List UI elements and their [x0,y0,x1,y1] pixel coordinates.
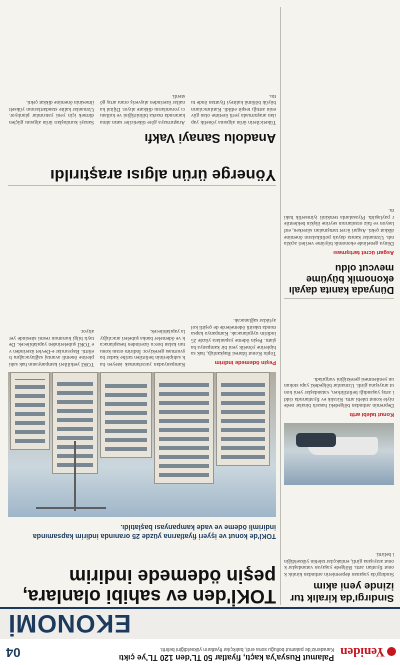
third-headline: Anadolu Sanayi Vakfı [144,131,276,146]
sidebar2-headline: Dünyada kanıta dayalı ekonomik büyüme mevcut oldu [288,262,394,295]
sidebar2-subhead: Asgari ücret tartışması [333,249,394,255]
sidebar-body [284,301,394,419]
page-header [0,638,400,665]
sidebar2-body [284,9,394,257]
lead-column-1 [191,187,276,367]
column-divider [280,7,281,605]
car-shape [296,433,336,447]
lead-body [8,187,276,367]
building-shape [10,372,50,450]
building-shape [216,372,270,466]
page-number: 04 [6,645,21,660]
top-subline: Karadeniz'de palamut bolluğu sona erdi, balıkçılar fiyatların yükseldiğini belirtti. [159,646,334,652]
crane-arm-shape [36,507,106,509]
lead-column-3: TOKİ yetkilileri kampanyanın hak sahiplerine önemli avantaj sağlayacağını belirtti. Başvurular e-Devlet üzerinden ve TOKİ şubelerinden yapılabilecek. Detaylı bilgi kurumun resmi sitesinde yer alıyor. [9,328,94,367]
second-column-3: Sanayi kuruluşları ürün algısını güçlendirmek için yeni yatırımlar planlıyor. Uzmanlar kalite standartlarının yükseltilmesinin önemine dikkat çekti. [9,99,94,125]
lead-subhead: Peşin ödemede indirim [214,359,276,365]
sidebar-text: Sındırgı'da yaşanan depremlerin ardından kiralık konut fiyatları arttı. Bölgede yaşayan vatandaşlar konut arayışına girdi, emlakçılar talebin yükseldiğini belirtti. [284,551,394,577]
section-band [0,607,400,639]
second-story-body [8,7,276,125]
second-column-2: Araştırmaya göre tüketiciler satın alma kararında marka bilinirliğini ve kullanıcı yorumlarını dikkate alıyor. Dijital kanallar üzerinden alışveriş oranı artış gösterdi. [100,92,185,125]
building-shape [100,372,152,458]
section-title: EKONOMİ [8,609,131,637]
sidebar-headline: Sındırgı'da kiralık tur izinde yeni akım [289,580,394,604]
lead-column-1-text: Toplu Konut İdaresi Başkanlığı, hak sahiplerine yönelik yeni bir kampanya başlattı. Peşin ödeme yapanlara yüzde 25 indirim uygulanacak. Kampanya kapsamında taksitli ödemelerde de çeşitli kolaylıklar sağlanacak. [191,317,276,357]
second-headline: Yönerge ürün algısı araştırıldı [50,166,276,183]
sidebar-photo [284,423,394,485]
building-shape [154,372,214,484]
sidebar-subhead: Konut talebi arttı [349,411,394,417]
divider [284,298,394,299]
lead-column-2: Kampanyadan yararlanmak isteyen hak sahiplerinin belirtilen tarihe kadar başvurması gerekiyor. İndirim oranı konutun kalan borcu üzerinden hesaplanacak ve ödemeler banka şubeleri aracılığıyla yapılabilecek. [100,328,185,367]
newspaper-logo [340,644,396,660]
logo-text: Yeniden [340,645,385,660]
lead-photo [8,372,276,517]
lead-deck: TOKİ'de konut ve işyeri fiyatlarına yüzde 25 oranında indirim kapsamında indirimli ödeme ve vade kampanyası başlatıldı. [32,523,276,539]
logo-mark-icon [387,647,396,656]
sidebar-body-text: Depremin ardından bölgedeki hasarlı binalar nedeniyle konut talebi arttı. Kiralık ev fiyatlarında ciddi artış yaşandığı belirtilirken, vatandaşlar yeni konut arayışına girdi. Uzmanlar bölgedeki yapı stokunun yenilenmesi gerektiğini vurguladı. [284,375,394,409]
lead-headline: TOKİ'den ev sahibi olanlara, peşin ödemede indirim [22,565,276,606]
crane-shape [74,441,76,511]
sidebar-story [284,477,394,603]
second-column-1: Tüketicilerin ürün algısına yönelik yapılan araştırmada yerli üretime olan güvenin arttığı tespit edildi. Katılımcıların büyük bölümü kaliteyi fiyattan önde tuttu. [191,92,276,125]
sidebar2-body-text: Dünya genelinde ekonomik büyüme verileri açıklandı. Uzmanlar kanıta dayalı politikaların önemine dikkat çekti. Asgari ücret tartışmaları sürerken, enflasyon ve faiz oranlarının seyrine ilişkin beklentiler paylaşıldı. Piyasalarda temkinli iyimserlik hakim. [284,207,394,247]
top-headline: Palamut Rusya'ya kaçtı, fiyatlar 50 TL'den 120 TL'ye çıktı [118,653,334,662]
divider [8,185,276,186]
